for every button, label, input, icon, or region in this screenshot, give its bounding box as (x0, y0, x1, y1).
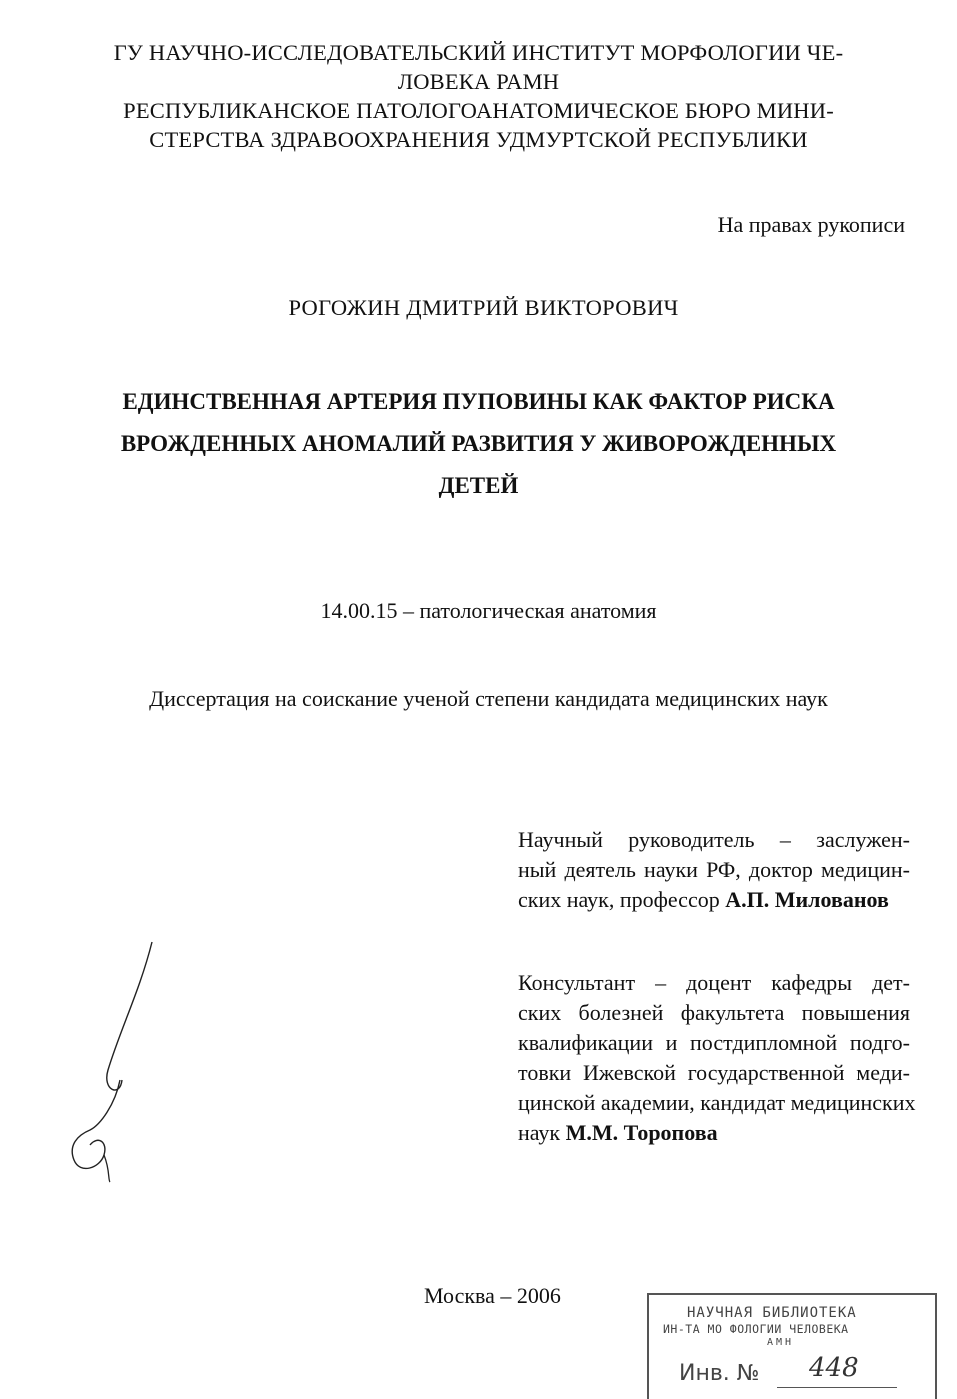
manuscript-note: На правах рукописи (717, 212, 905, 237)
city-year: Москва – 2006 (424, 1283, 561, 1308)
stamp-line: НАУЧНАЯ БИБЛИОТЕКА (687, 1305, 857, 1321)
stamp-line: АМН (767, 1337, 795, 1348)
title-line: ЕДИНСТВЕННАЯ АРТЕРИЯ ПУПОВИНЫ КАК ФАКТОР РИСКА (122, 389, 835, 414)
organization-line: РЕСПУБЛИКАНСКОЕ ПАТОЛОГОАНАТОМИЧЕСКОЕ БЮРО МИНИ- (123, 98, 834, 123)
organization-line: СТЕРСТВА ЗДРАВООХРАНЕНИЯ УДМУРТСКОЙ РЕСПУБЛИКИ (149, 127, 808, 152)
consultant-line: Консультант – доцент кафедры дет- (518, 970, 910, 995)
author-name: РОГОЖИН ДМИТРИЙ ВИКТОРОВИЧ (288, 295, 679, 320)
title-line: ВРОЖДЕННЫХ АНОМАЛИЙ РАЗВИТИЯ У ЖИВОРОЖДЕННЫХ (120, 431, 837, 456)
organization-line: ЛОВЕКА РАМН (397, 69, 560, 94)
consultant-line: товки Ижевской государственной меди- (518, 1060, 910, 1085)
supervisor-text: ских наук, профессор (518, 887, 726, 912)
supervisor-line: Научный руководитель – заслужен- (518, 827, 910, 852)
specialty-code: 14.00.15 – патологическая анатомия (320, 598, 657, 623)
stamp-line: ИН-ТА МО ФОЛОГИИ ЧЕЛОВЕКА (663, 1322, 849, 1336)
supervisor-line: ный деятель науки РФ, доктор медицин- (518, 857, 910, 882)
title-line: ДЕТЕЙ (438, 473, 519, 498)
consultant-name: М.М. Торопова (565, 1120, 718, 1145)
stamp-underline (777, 1387, 897, 1388)
stamp-inventory-label: Инв. № (679, 1361, 760, 1386)
consultant-line: цинской академии, кандидат медицинских (518, 1090, 916, 1115)
organization-line: ГУ НАУЧНО-ИССЛЕДОВАТЕЛЬСКИЙ ИНСТИТУТ МОРФОЛОГИИ ЧЕ- (113, 40, 844, 65)
consultant-line: ских болезней факультета повышения (518, 1000, 910, 1025)
consultant (518, 968, 916, 1148)
library-stamp (647, 1293, 937, 1399)
supervisor-line (518, 885, 910, 915)
handwritten-signature (60, 930, 180, 1190)
organization-header (40, 38, 917, 154)
stamp-inventory-number: 448 (809, 1353, 859, 1383)
dissertation-title (40, 381, 917, 507)
degree-statement: Диссертация на соискание ученой степени кандидата медицинских наук (149, 686, 828, 711)
consultant-line (518, 1118, 910, 1148)
supervisor-name: А.П. Милованов (725, 887, 889, 912)
consultant-text: наук (518, 1120, 566, 1145)
consultant-line: квалификации и постдипломной подго- (518, 1030, 910, 1055)
scientific-supervisor (518, 825, 910, 915)
